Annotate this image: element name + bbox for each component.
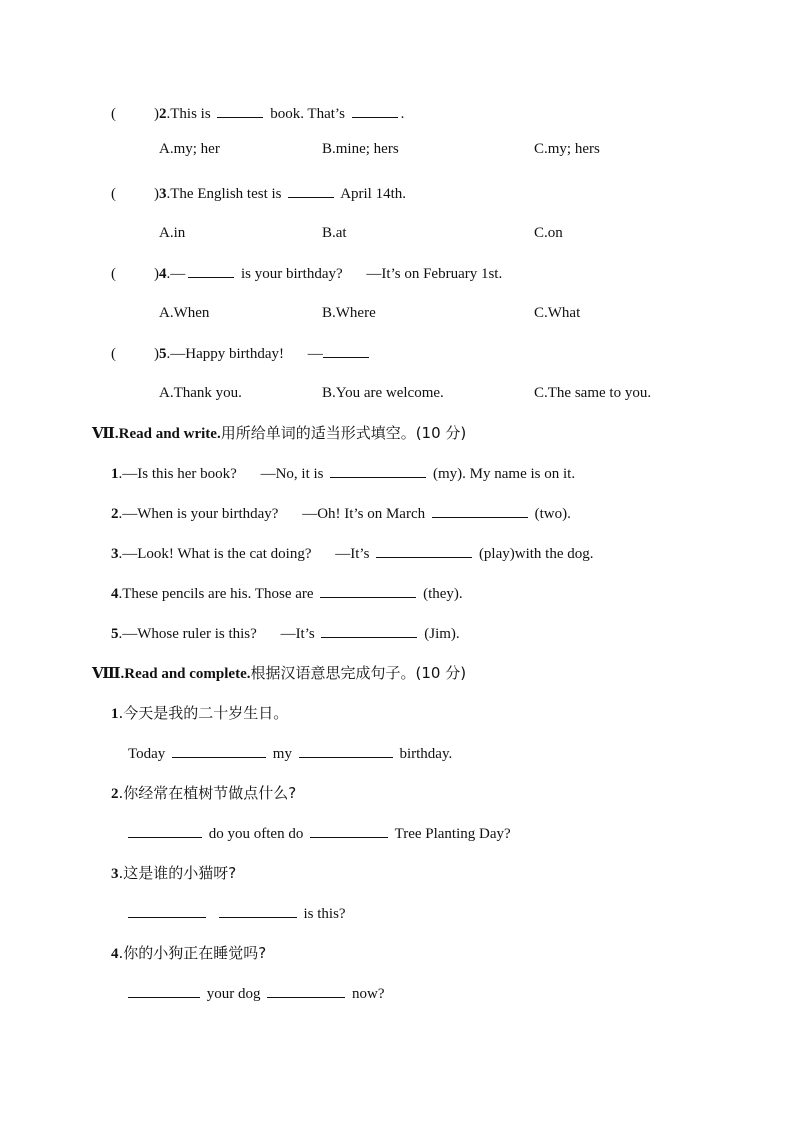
s8-item-1-prompt [111,703,288,724]
s8-item-3-prompt [111,863,236,884]
question-text: is your birthday? [241,266,343,282]
question-number: 3 [159,186,167,202]
question-text: April 14th. [340,186,407,202]
item-text: .These pencils are his. Those are [118,586,314,602]
section-8-heading [92,663,466,684]
answer-blank[interactable] [321,623,417,638]
section-roman: Ⅷ. [92,666,125,682]
item-number: 5 [111,626,119,642]
section-title: Read and write. [118,426,221,442]
item-number: 2 [111,786,119,802]
question-number: 2 [159,106,167,122]
answer-blank[interactable] [188,263,234,278]
answer-blank[interactable] [299,743,393,758]
item-number: 1 [111,466,119,482]
question-3 [111,183,406,204]
answer-blank[interactable] [128,903,206,918]
s7-item-3 [111,543,594,564]
option-b: B.mine; hers [322,141,399,157]
item-text: my [272,746,292,762]
s7-item-2 [111,503,571,524]
option-b: B.You are welcome. [322,385,444,401]
item-text: (my). My name is on it. [433,466,576,482]
answer-paren-open: ( [111,186,116,202]
option-a: A.in [159,225,186,241]
section-roman: Ⅶ. [92,426,119,442]
item-number: 4 [111,586,119,602]
option-b: B.at [322,225,347,241]
item-number: 2 [111,506,119,522]
answer-blank[interactable] [320,583,416,598]
answer-blank[interactable] [310,823,388,838]
question-text: .— [166,266,186,282]
option-c: C.What [534,305,581,321]
question-text: .This is [166,106,211,122]
question-text: .—Happy birthday! [166,346,284,362]
answer-blank[interactable] [352,103,398,118]
reply-text: — [307,346,323,362]
item-number: 3 [111,866,119,882]
answer-blank[interactable] [217,103,263,118]
question-2 [111,103,404,124]
section-instruction: 根据汉语意思完成句子。(10 分) [250,664,467,682]
item-text: .—Whose ruler is this? [118,626,257,642]
item-number: 4 [111,946,119,962]
item-text: now? [352,986,385,1002]
section-instruction: 用所给单词的适当形式填空。(10 分) [220,424,467,442]
s8-item-3-answer [128,903,346,924]
option-a: A.Thank you. [159,385,242,401]
item-text: —It’s [280,626,315,642]
option-a: A.my; her [159,141,220,157]
s8-item-4-answer [128,983,385,1004]
answer-blank[interactable] [267,983,345,998]
question-number: 4 [159,266,167,282]
answer-blank[interactable] [376,543,472,558]
question-text: book. That’s [270,106,345,122]
option-b: B.Where [322,305,376,321]
item-text: .—Is this her book? [118,466,237,482]
item-text: (Jim). [424,626,460,642]
item-text: do you often do [208,826,304,842]
question-4 [111,263,502,284]
item-chinese: .你经常在植树节做点什么? [118,784,297,802]
item-number: 3 [111,546,119,562]
option-c: C.on [534,225,563,241]
item-text: .—When is your birthday? [118,506,279,522]
answer-blank[interactable] [288,183,334,198]
answer-paren-close: ) [154,266,159,282]
item-chinese: .这是谁的小猫呀? [118,864,237,882]
item-text: (play)with the dog. [478,546,594,562]
s7-item-1 [111,463,575,484]
option-a: A.When [159,305,210,321]
answer-blank[interactable] [323,343,369,358]
section-7-heading [92,423,466,444]
option-c: C.my; hers [534,141,600,157]
item-text: —Oh! It’s on March [302,506,426,522]
answer-paren-open: ( [111,266,116,282]
answer-paren-close: ) [154,106,159,122]
answer-paren-close: ) [154,186,159,202]
item-text: —It’s [335,546,370,562]
answer-paren-open: ( [111,106,116,122]
question-text: . [400,106,405,122]
item-text: Today [128,746,166,762]
s7-item-4 [111,583,463,604]
s8-item-2-answer [128,823,511,844]
option-c: C.The same to you. [534,385,652,401]
answer-paren-close: ) [154,346,159,362]
answer-blank[interactable] [330,463,426,478]
item-number: 1 [111,706,119,722]
answer-blank[interactable] [128,983,200,998]
item-text: is this? [303,906,346,922]
answer-paren-open: ( [111,346,116,362]
question-text: .The English test is [166,186,282,202]
item-chinese: .今天是我的二十岁生日。 [118,704,289,722]
answer-blank[interactable] [432,503,528,518]
item-text: your dog [206,986,261,1002]
answer-blank[interactable] [172,743,266,758]
answer-blank[interactable] [219,903,297,918]
section-title: Read and complete. [124,666,251,682]
s7-item-5 [111,623,460,644]
s8-item-2-prompt [111,783,296,804]
item-text: (they). [423,586,463,602]
question-number: 5 [159,346,167,362]
item-text: —No, it is [260,466,324,482]
item-text: .—Look! What is the cat doing? [118,546,312,562]
item-text: Tree Planting Day? [394,826,511,842]
reply-text: —It’s on February 1st. [366,266,503,282]
question-5 [111,343,372,364]
s8-item-4-prompt [111,943,266,964]
item-chinese: .你的小狗正在睡觉吗? [118,944,267,962]
item-text: (two). [534,506,571,522]
answer-blank[interactable] [128,823,202,838]
s8-item-1-answer [128,743,452,764]
item-text: birthday. [399,746,453,762]
